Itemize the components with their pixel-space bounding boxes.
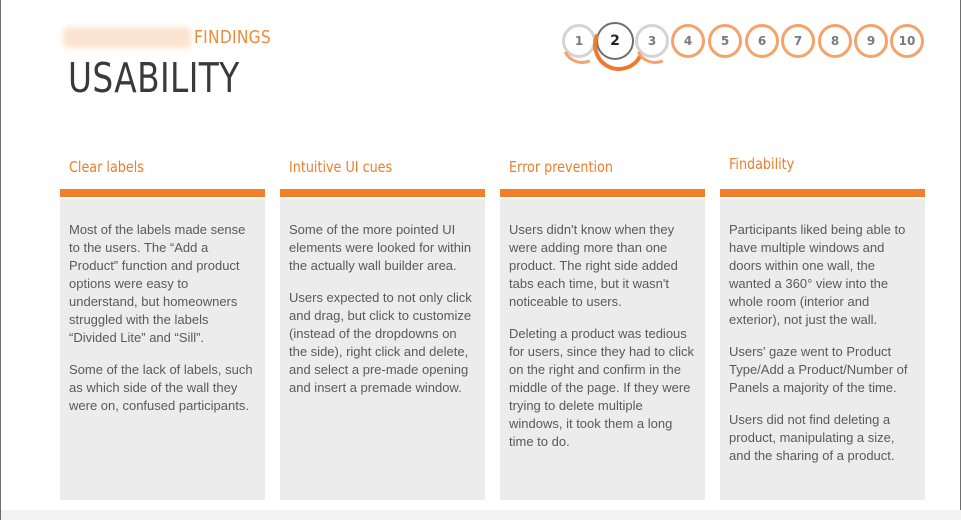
step-number: 1 — [574, 34, 584, 48]
step-number: 9 — [866, 34, 876, 48]
column-title: Findability — [729, 155, 795, 173]
column-card — [60, 199, 265, 500]
step-3-button[interactable] — [635, 24, 669, 58]
column-divider — [720, 189, 925, 197]
card-paragraph: Users didn't know when they were adding more than one product. The right side added tabs each time, but it wasn't noticeable to users. — [509, 222, 678, 309]
section-kicker: FINDINGS — [194, 27, 272, 48]
step-number: 10 — [898, 34, 916, 48]
page-title: USABILITY — [68, 54, 240, 102]
card-paragraph: Most of the labels made sense to the users. The “Add a Product” function and product options were easy to understand, but homeowners struggled with the labels “Divided Lite” and “Sill”. — [69, 222, 246, 345]
step-8-button[interactable] — [818, 24, 852, 58]
step-2-button[interactable] — [596, 22, 634, 60]
step-number: 2 — [610, 33, 620, 49]
column-divider — [280, 189, 485, 197]
step-number: 6 — [757, 34, 767, 48]
column-card — [720, 199, 925, 500]
card-paragraph: Some of the more pointed UI elements were looked for within the actually wall builder area. — [289, 222, 472, 273]
step-10-button[interactable] — [890, 24, 924, 58]
bottom-strip — [1, 510, 961, 520]
card-paragraph: Deleting a product was tedious for users, since they had to click on the right and confirm in the middle of the page. If they were trying to delete multiple windows, it took them a long time to do. — [509, 326, 694, 449]
step-number: 7 — [793, 34, 803, 48]
card-paragraph: Some of the lack of labels, such as which side of the wall they were on, confused participants. — [69, 362, 253, 413]
column-title: Intuitive UI cues — [289, 158, 393, 176]
redacted-label — [63, 27, 191, 48]
card-paragraph: Users expected to not only click and drag, but click to customize (instead of the dropdowns on the side), right click and delete, and select a pre-made opening and insert a premade window. — [289, 290, 472, 395]
column-divider — [60, 189, 265, 197]
column-card — [280, 199, 485, 500]
column-divider — [500, 189, 705, 197]
card-paragraph: Users' gaze went to Product Type/Add a Product/Number of Panels a majority of the time. — [729, 344, 908, 395]
column-title: Error prevention — [509, 158, 613, 176]
card-paragraph: Users did not find deleting a product, manipulating a size, and the sharing of a product. — [729, 412, 895, 463]
column-title: Clear labels — [69, 158, 144, 176]
step-6-button[interactable] — [745, 24, 779, 58]
card-paragraph: Participants liked being able to have multiple windows and doors within one wall, the wanted a 360° view into the whole room (interior and exterior), not just the wall. — [729, 222, 906, 327]
step-4-button[interactable] — [671, 24, 705, 58]
step-7-button[interactable] — [781, 24, 815, 58]
step-1-button[interactable] — [562, 24, 596, 58]
step-number: 4 — [683, 34, 693, 48]
step-9-button[interactable] — [854, 24, 888, 58]
step-number: 3 — [647, 34, 657, 48]
step-number: 8 — [830, 34, 840, 48]
column-card — [500, 199, 705, 500]
step-number: 5 — [720, 34, 730, 48]
step-5-button[interactable] — [708, 24, 742, 58]
